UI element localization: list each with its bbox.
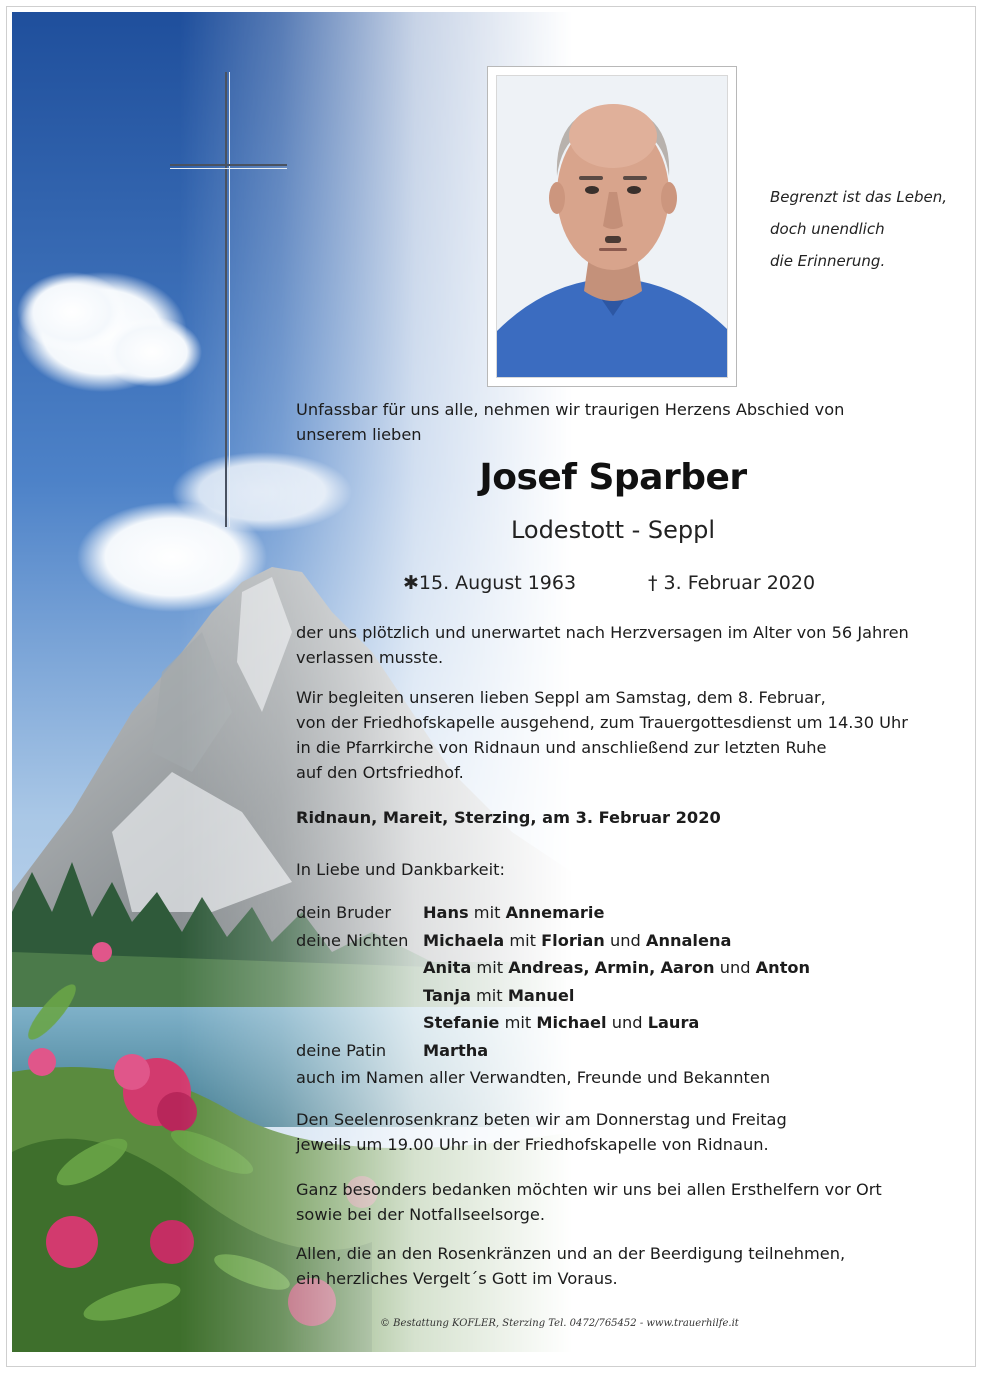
rosary-text <box>296 1107 787 1157</box>
intro-text <box>296 397 844 447</box>
person-name: Michaela <box>423 930 505 950</box>
cause-text <box>296 620 909 670</box>
relation-names <box>423 1037 488 1065</box>
person-name: Michael <box>536 1013 607 1032</box>
relation-names <box>423 927 731 955</box>
intro-line: unserem lieben <box>296 425 422 444</box>
deceased-name: Josef Sparber <box>479 457 747 498</box>
person-name: Martha <box>423 1040 489 1060</box>
place-date: Ridnaun, Mareit, Sterzing, am 3. Februar 2020 <box>296 808 721 827</box>
person-name: Armin, <box>594 958 656 977</box>
cause-line: der uns plötzlich und unerwartet nach Herzversagen im Alter von 56 Jahren <box>296 623 909 642</box>
relation-names <box>423 899 604 927</box>
connector-word: und <box>611 1013 643 1032</box>
thanks-line: sowie bei der Notfallseelsorge. <box>296 1205 546 1224</box>
family-also-text: auch im Namen aller Verwandten, Freunde und Bekannten <box>296 1068 771 1087</box>
relation-label: dein Bruder <box>296 903 392 922</box>
cause-line: verlassen musste. <box>296 648 444 667</box>
connector-word: mit <box>509 930 536 950</box>
connector-word: und <box>719 958 751 977</box>
funeral-home-footer: © Bestattung KOFLER, Sterzing Tel. 0472/765452 - www.trauerhilfe.it <box>380 1318 739 1329</box>
funeral-line: auf den Ortsfriedhof. <box>296 763 464 782</box>
connector-word: mit <box>504 1013 532 1032</box>
rosary-line: Den Seelenrosenkranz beten wir am Donnerstag und Freitag <box>296 1110 787 1129</box>
quote-line: Begrenzt ist das Leben, <box>770 188 948 206</box>
closing-line: ein herzliches Vergelt´s Gott im Voraus. <box>296 1269 618 1288</box>
person-name: Laura <box>647 1013 700 1032</box>
person-name: Annemarie <box>505 903 605 922</box>
connector-word: mit <box>473 903 501 922</box>
person-name: Stefanie <box>423 1013 500 1032</box>
gratitude-heading: In Liebe und Dankbarkeit: <box>296 860 505 879</box>
funeral-line: von der Friedhofskapelle ausgehend, zum Trauergottesdienst um 14.30 Uhr <box>296 713 908 732</box>
person-name: Anton <box>755 958 811 977</box>
rosary-line: jeweils um 19.00 Uhr in der Friedhofskapelle von Ridnaun. <box>296 1135 769 1154</box>
quote-line: die Erinnerung. <box>770 252 886 270</box>
quote-line: doch unendlich <box>770 220 885 238</box>
person-name: Hans <box>423 903 469 922</box>
connector-word: mit <box>476 958 504 977</box>
person-name: Florian <box>541 930 605 950</box>
closing-text <box>296 1241 845 1291</box>
person-name: Manuel <box>507 985 575 1005</box>
funeral-line: in die Pfarrkirche von Ridnaun und anschließend zur letzten Ruhe <box>296 738 827 757</box>
person-name: Aaron <box>660 958 715 977</box>
person-name: Tanja <box>423 985 471 1005</box>
person-name: Anita <box>423 958 472 977</box>
funeral-line: Wir begleiten unseren lieben Seppl am Samstag, dem 8. Februar, <box>296 688 826 707</box>
portrait-photo-frame <box>487 66 737 387</box>
relation-label: deine Patin <box>296 1040 387 1060</box>
connector-word: und <box>609 930 641 950</box>
birth-date: ✱15. August 1963 <box>403 572 577 594</box>
intro-line: Unfassbar für uns alle, nehmen wir traurigen Herzens Abschied von <box>296 400 845 419</box>
memorial-quote <box>770 181 960 277</box>
connector-word: mit <box>476 985 503 1005</box>
thanks-text <box>296 1177 882 1227</box>
person-name: Andreas, <box>508 958 590 977</box>
deceased-nickname: Lodestott - Seppl <box>510 516 716 544</box>
cross-icon <box>170 72 290 532</box>
relation-names <box>423 954 810 982</box>
person-name: Annalena <box>645 930 732 950</box>
portrait-photo <box>496 75 728 378</box>
relation-names <box>423 1009 699 1037</box>
closing-line: Allen, die an den Rosenkränzen und an der Beerdigung teilnehmen, <box>296 1244 846 1263</box>
thanks-line: Ganz besonders bedanken möchten wir uns bei allen Ersthelfern vor Ort <box>296 1180 882 1199</box>
death-date: † 3. Februar 2020 <box>648 572 816 594</box>
relation-label: deine Nichten <box>296 930 409 950</box>
funeral-text <box>296 685 908 785</box>
relation-names <box>423 982 574 1010</box>
